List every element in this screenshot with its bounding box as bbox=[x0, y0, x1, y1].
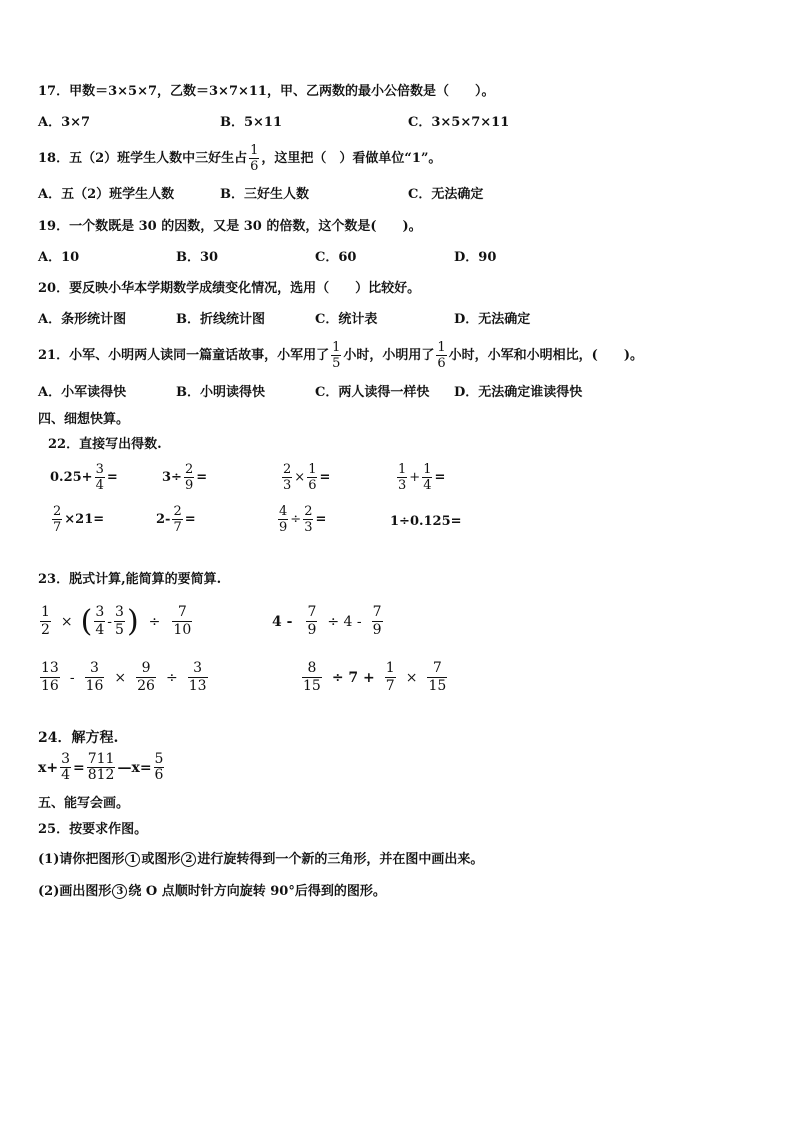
q17-option-b: B．5×11 bbox=[220, 115, 283, 130]
q21-option-a: A．小军读得快 bbox=[38, 385, 127, 400]
q22-title: 22．直接写出得数. bbox=[48, 437, 162, 452]
circled-number-2: 2 bbox=[181, 852, 196, 867]
q21-option-b: B．小明读得快 bbox=[176, 385, 265, 400]
q19-stem: 19．一个数既是 30 的因数，又是 30 的倍数，这个数是( )。 bbox=[38, 219, 422, 234]
section-5-heading: 五、能写会画。 bbox=[38, 796, 130, 811]
q19-option-c: C．60 bbox=[315, 250, 357, 265]
q23-expr-1: $\frac{1}{2}$ × ( $\frac{3}{4}$ - $\frac{3}{5}$ ) ÷ $\frac{7}{10}$ bbox=[41, 603, 192, 639]
q23-expr-3: $\frac{13}{16}$ - $\frac{3}{16}$ × $\frac{9}{26}$ ÷ $\frac{3}{13}$ bbox=[41, 660, 207, 694]
q22-expr-7: $\frac{4}{9}$ ÷ $\frac{2}{3}$ = bbox=[279, 504, 327, 535]
q22-expr-6: 2- $\frac{2}{7}$ = bbox=[156, 504, 196, 535]
q19-option-b: B．30 bbox=[176, 250, 219, 265]
q23-title: 23．脱式计算,能简算的要简算. bbox=[38, 572, 222, 587]
q20-option-d: D．无法确定 bbox=[454, 312, 531, 327]
q20-option-c: C．统计表 bbox=[315, 312, 378, 327]
q18-option-c: C．无法确定 bbox=[408, 187, 484, 202]
q22-expr-1: 0.25+ $\frac{3}{4}$ = bbox=[50, 462, 118, 493]
q20-option-b: B．折线统计图 bbox=[176, 312, 265, 327]
q19-option-a: A．10 bbox=[38, 250, 80, 265]
q18-prefix: 18．五（2）班学生人数中三好生占 bbox=[38, 150, 248, 166]
q21-fraction-1: $\frac{1}{5}$ bbox=[332, 340, 341, 371]
q25-part-2: (2)画出图形 3 绕 O 点顺时针方向旋转 90°后得到的图形。 bbox=[38, 884, 386, 899]
q18-fraction: $\frac{1}{6}$ bbox=[250, 143, 259, 174]
q25-title: 25．按要求作图。 bbox=[38, 822, 148, 837]
q24-title: 24．解方程. bbox=[38, 730, 119, 746]
q17-stem: 17．甲数＝3×5×7，乙数＝3×7×11，甲、乙两数的最小公倍数是（ ）。 bbox=[38, 84, 495, 99]
q19-option-d: D．90 bbox=[454, 250, 497, 265]
circled-number-3: 3 bbox=[112, 884, 127, 899]
q17-option-c: C．3×5×7×11 bbox=[408, 115, 510, 130]
q21-stem: 21．小军、小明两人读同一篇童话故事，小军用了 $\frac{1}{5}$ 小时，小明用了 $\frac{1}{6}$ 小时，小军和小明相比，( )。 bbox=[38, 340, 643, 371]
q21-fraction-2: $\frac{1}{6}$ bbox=[437, 340, 446, 371]
q22-expr-3: $\frac{2}{3}$ × $\frac{1}{6}$ = bbox=[283, 462, 331, 493]
section-4-heading: 四、细想快算。 bbox=[38, 412, 130, 427]
q21-option-c: C．两人读得一样快 bbox=[315, 385, 430, 400]
q22-expr-4: $\frac{1}{3}$ + $\frac{1}{4}$ = bbox=[398, 462, 446, 493]
q24-equation: x+ $\frac{3}{4}$ = $\frac{711}{812}$ —x= $\frac{5}{6}$ bbox=[38, 751, 164, 783]
q22-expr-2: 3÷ $\frac{2}{9}$ = bbox=[162, 462, 208, 493]
q20-option-a: A．条形统计图 bbox=[38, 312, 127, 327]
circled-number-1: 1 bbox=[125, 852, 140, 867]
q22-expr-5: $\frac{2}{7}$ ×21= bbox=[53, 504, 105, 535]
q21-option-d: D．无法确定谁读得快 bbox=[454, 385, 583, 400]
q18-option-a: A．五（2）班学生人数 bbox=[38, 187, 175, 202]
q18-option-b: B．三好生人数 bbox=[220, 187, 309, 202]
q18-suffix: ，这里把（ ）看做单位“1”。 bbox=[261, 150, 442, 166]
q17-option-a: A．3×7 bbox=[38, 115, 91, 130]
q23-expr-2: 4 - $\frac{7}{9}$ ÷ 4 - $\frac{7}{9}$ bbox=[272, 604, 382, 638]
q22-expr-8: 1÷0.125= bbox=[390, 514, 462, 529]
q23-expr-4: $\frac{8}{15}$ ÷ 7 + $\frac{1}{7}$ × $\frac{7}{15}$ bbox=[303, 660, 447, 694]
q25-part-1: (1)请你把图形 1 或图形 2 进行旋转得到一个新的三角形，并在图中画出来。 bbox=[38, 852, 484, 867]
q20-stem: 20．要反映小华本学期数学成绩变化情况，选用（ ）比较好。 bbox=[38, 281, 421, 296]
q18-stem bbox=[38, 143, 441, 174]
